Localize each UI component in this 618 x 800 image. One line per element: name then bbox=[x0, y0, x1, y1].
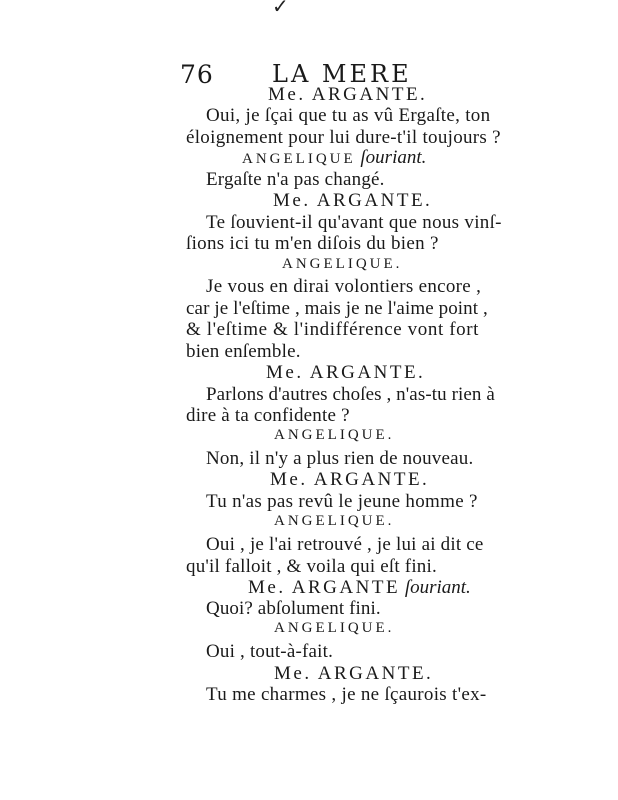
dialogue-line: bien enſemble. bbox=[186, 341, 301, 362]
check-mark-icon: ✓ bbox=[272, 0, 289, 18]
dialogue-line: Ergaſte n'a pas changé. bbox=[206, 169, 385, 190]
speaker-argante: Me. ARGANTE. bbox=[270, 469, 430, 490]
dialogue-line: dire à ta confidente ? bbox=[186, 405, 350, 426]
speaker-angelique: ANGELIQUE. bbox=[274, 513, 395, 529]
dialogue-line: Non, il n'y a plus rien de nouveau. bbox=[206, 448, 474, 469]
stage-direction: ſouriant. bbox=[360, 147, 427, 168]
running-head: LA MERE bbox=[272, 60, 412, 88]
dialogue-line: qu'il falloit , & voila qui eſt fini. bbox=[186, 556, 437, 577]
stage-direction: ſouriant. bbox=[404, 577, 471, 598]
dialogue-line: Tu me charmes , je ne ſçaurois t'ex- bbox=[206, 684, 487, 705]
dialogue-line: & l'eſtime & l'indifférence vont fort bbox=[186, 319, 480, 340]
dialogue-line: Te ſouvient-il qu'avant que nous vinſ- bbox=[206, 212, 502, 233]
dialogue-line: Je vous en dirai volontiers encore , bbox=[206, 276, 482, 297]
dialogue-line: Oui , je l'ai retrouvé , je lui ai dit ce bbox=[206, 534, 484, 555]
dialogue-line: Oui , tout-à-fait. bbox=[206, 641, 334, 662]
dialogue-line: Quoi? abſolument fini. bbox=[206, 598, 381, 619]
dialogue-line: ſions ici tu m'en diſois du bien ? bbox=[186, 233, 439, 254]
speaker-argante-with-direction bbox=[248, 577, 471, 599]
speaker-angelique: ANGELIQUE. bbox=[274, 620, 395, 636]
speaker-argante: Me. ARGANTE. bbox=[268, 84, 428, 105]
speaker-argante: Me. ARGANTE. bbox=[274, 663, 434, 684]
speaker-argante: Me. ARGANTE. bbox=[266, 362, 426, 383]
speaker-angelique: ANGELIQUE bbox=[242, 151, 356, 167]
speaker-argante: Me. ARGANTE bbox=[248, 577, 401, 598]
speaker-angelique: ANGELIQUE. bbox=[282, 256, 403, 272]
speaker-argante: Me. ARGANTE. bbox=[273, 190, 433, 211]
dialogue-line: Oui, je ſçai que tu as vû Ergaſte, ton bbox=[206, 105, 491, 126]
dialogue-line: Tu n'as pas revû le jeune homme ? bbox=[206, 491, 478, 512]
speaker-angelique-with-direction bbox=[242, 147, 426, 169]
page-number: 76 bbox=[180, 60, 214, 89]
speaker-angelique: ANGELIQUE. bbox=[274, 427, 395, 443]
dialogue-line: éloignement pour lui dure-t'il toujours ? bbox=[186, 127, 501, 148]
dialogue-line: Parlons d'autres choſes , n'as-tu rien à bbox=[206, 384, 495, 405]
dialogue-line: car je l'eſtime , mais je ne l'aime point , bbox=[186, 298, 488, 319]
